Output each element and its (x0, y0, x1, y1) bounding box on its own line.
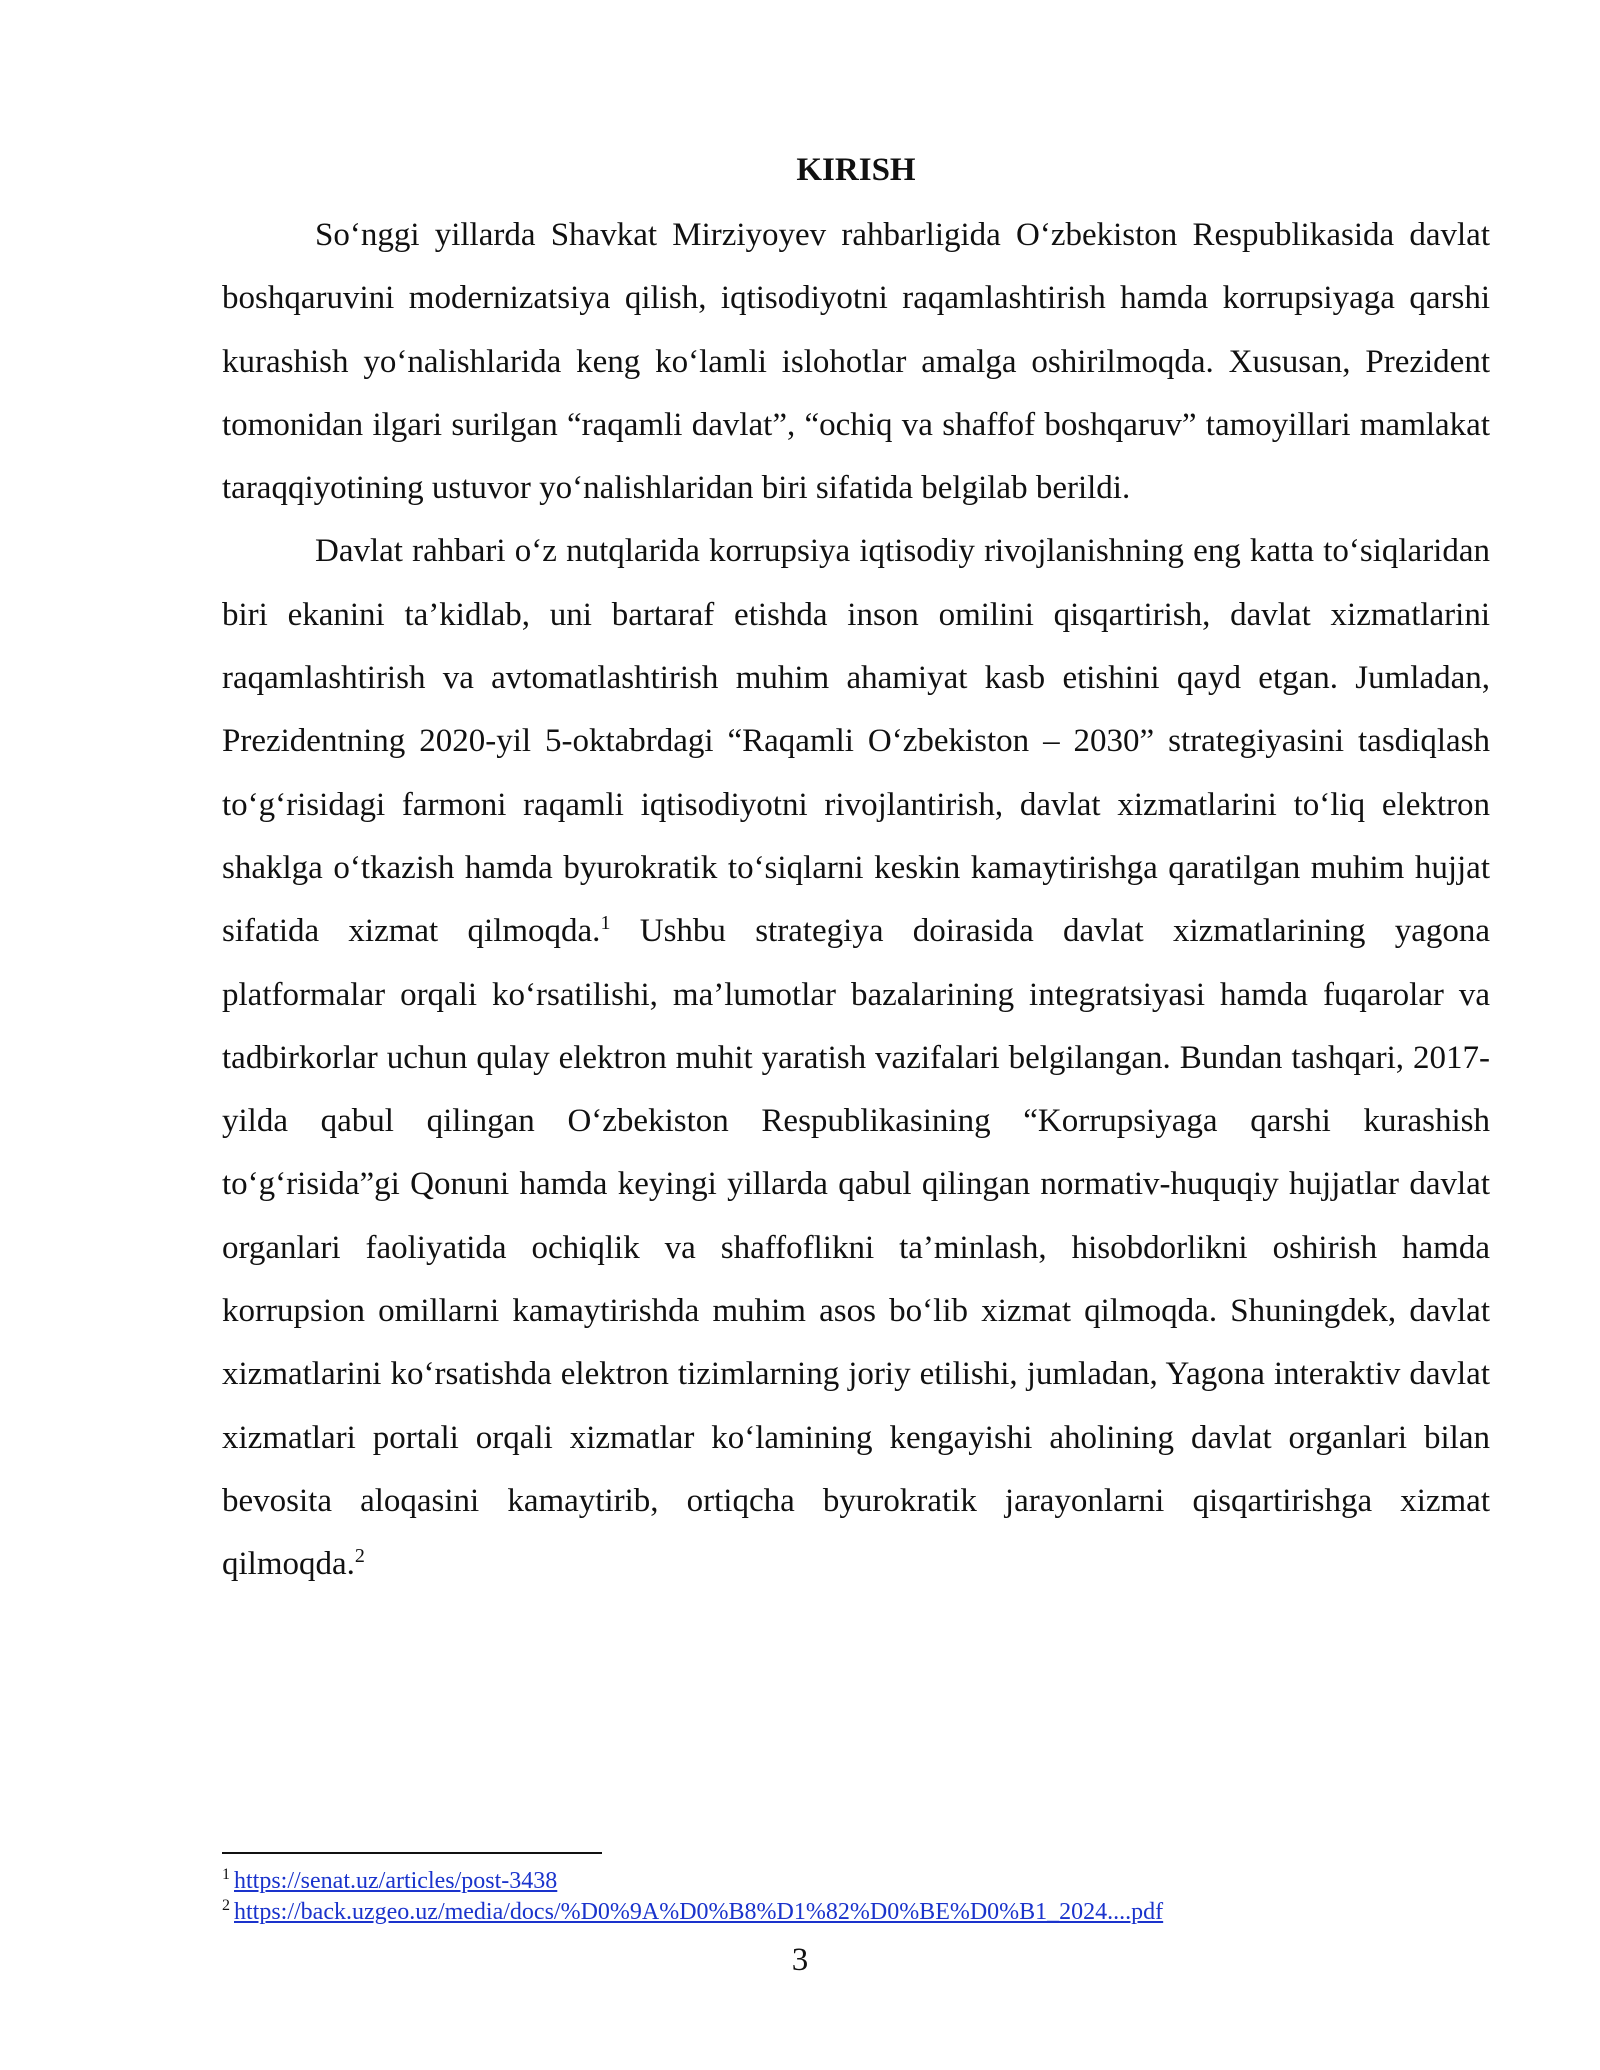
page-number: 3 (791, 1942, 809, 1978)
paragraph-2-part-1: Davlat rahbari o‘z nutqlarida korrupsiya iqtisodiy rivojlanishning eng katta to‘siqlaridan biri ekanini ta’kidlab, uni bartaraf etishda inson omilini qisqartirish, davlat xizmatlarini raqamlashtirish va avtomatlashtirish muhim ahamiyat kasb etishini qayd etgan. Jumladan, Prezidentning 2020-yil 5-oktabrdagi “Raqamli O‘zbekiston – 2030” strategiyasini tasdiqlash to‘g‘risidagi farmoni raqamli iqtisodiyotni rivojlantirish, davlat xizmatlarini to‘liq elektron shaklga o‘tkazish hamda byurokratik to‘siqlarni keskin kamaytirishga qaratilgan muhim hujjat sifatida xizmat qilmoqda. (222, 533, 1490, 950)
paragraph-1: So‘nggi yillarda Shavkat Mirziyoyev rahbarligida O‘zbekiston Respublikasida davlat boshqaruvini modernizatsiya qilish, iqtisodiyotni raqamlashtirish hamda korrupsiyaga qarshi kurashish yo‘nalishlarida keng ko‘lamli islohotlar amalga oshirilmoqda. Xususan, Prezident tomonidan ilgari surilgan “raqamli davlat”, “ochiq va shaffof boshqaruv” tamoyillari mamlakat taraqqiyotining ustuvor yo‘nalishlaridan biri sifatida belgilab berildi. (222, 217, 1490, 507)
footnote-link-2[interactable]: https://back.uzgeo.uz/media/docs/%D0%9A%D0%B8%D1%82%D0%BE%D0%B1_2024....pdf (234, 1899, 1164, 1925)
paragraph-2 (222, 520, 1490, 1596)
footnote-link-1[interactable]: https://senat.uz/articles/post-3438 (234, 1868, 558, 1894)
footnotes (222, 1866, 1522, 1928)
footnote-separator (222, 1852, 602, 1854)
page-body (222, 148, 1490, 1597)
page-title: KIRISH (796, 152, 916, 188)
footnote-ref-1[interactable]: 1 (600, 912, 611, 935)
footnote-number-1: 1 (222, 1866, 230, 1883)
footnote-number-2: 2 (222, 1897, 230, 1914)
footnote-1 (222, 1866, 1522, 1897)
footnote-ref-2[interactable]: 2 (354, 1545, 365, 1568)
paragraph-2-part-2: Ushbu strategiya doirasida davlat xizmatlarining yagona platformalar orqali ko‘rsatilishi, ma’lumotlar bazalarining integratsiyasi hamda fuqarolar va tadbirkorlar uchun qulay elektron muhit yaratish vazifalari belgilangan. Bundan tashqari, 2017-yilda qabul qilingan O‘zbekiston Respublikasining “Korrupsiyaga qarshi kurashish to‘g‘risida”gi Qonuni hamda keyingi yillarda qabul qilingan normativ-huquqiy hujjatlar davlat organlari faoliyatida ochiqlik va shaffoflikni ta’minlash, hisobdorlikni oshirish hamda korrupsion omillarni kamaytirishda muhim asos bo‘lib xizmat qilmoqda. Shuningdek, davlat xizmatlarini ko‘rsatishda elektron tizimlarning joriy etilishi, jumladan, Yagona interaktiv davlat xizmatlari portali orqali xizmatlar ko‘lamining kengayishi aholining davlat organlari bilan bevosita aloqasini kamaytirib, ortiqcha byurokratik jarayonlarni qisqartirishga xizmat qilmoqda. (222, 913, 1490, 1583)
footnote-2 (222, 1897, 1522, 1928)
